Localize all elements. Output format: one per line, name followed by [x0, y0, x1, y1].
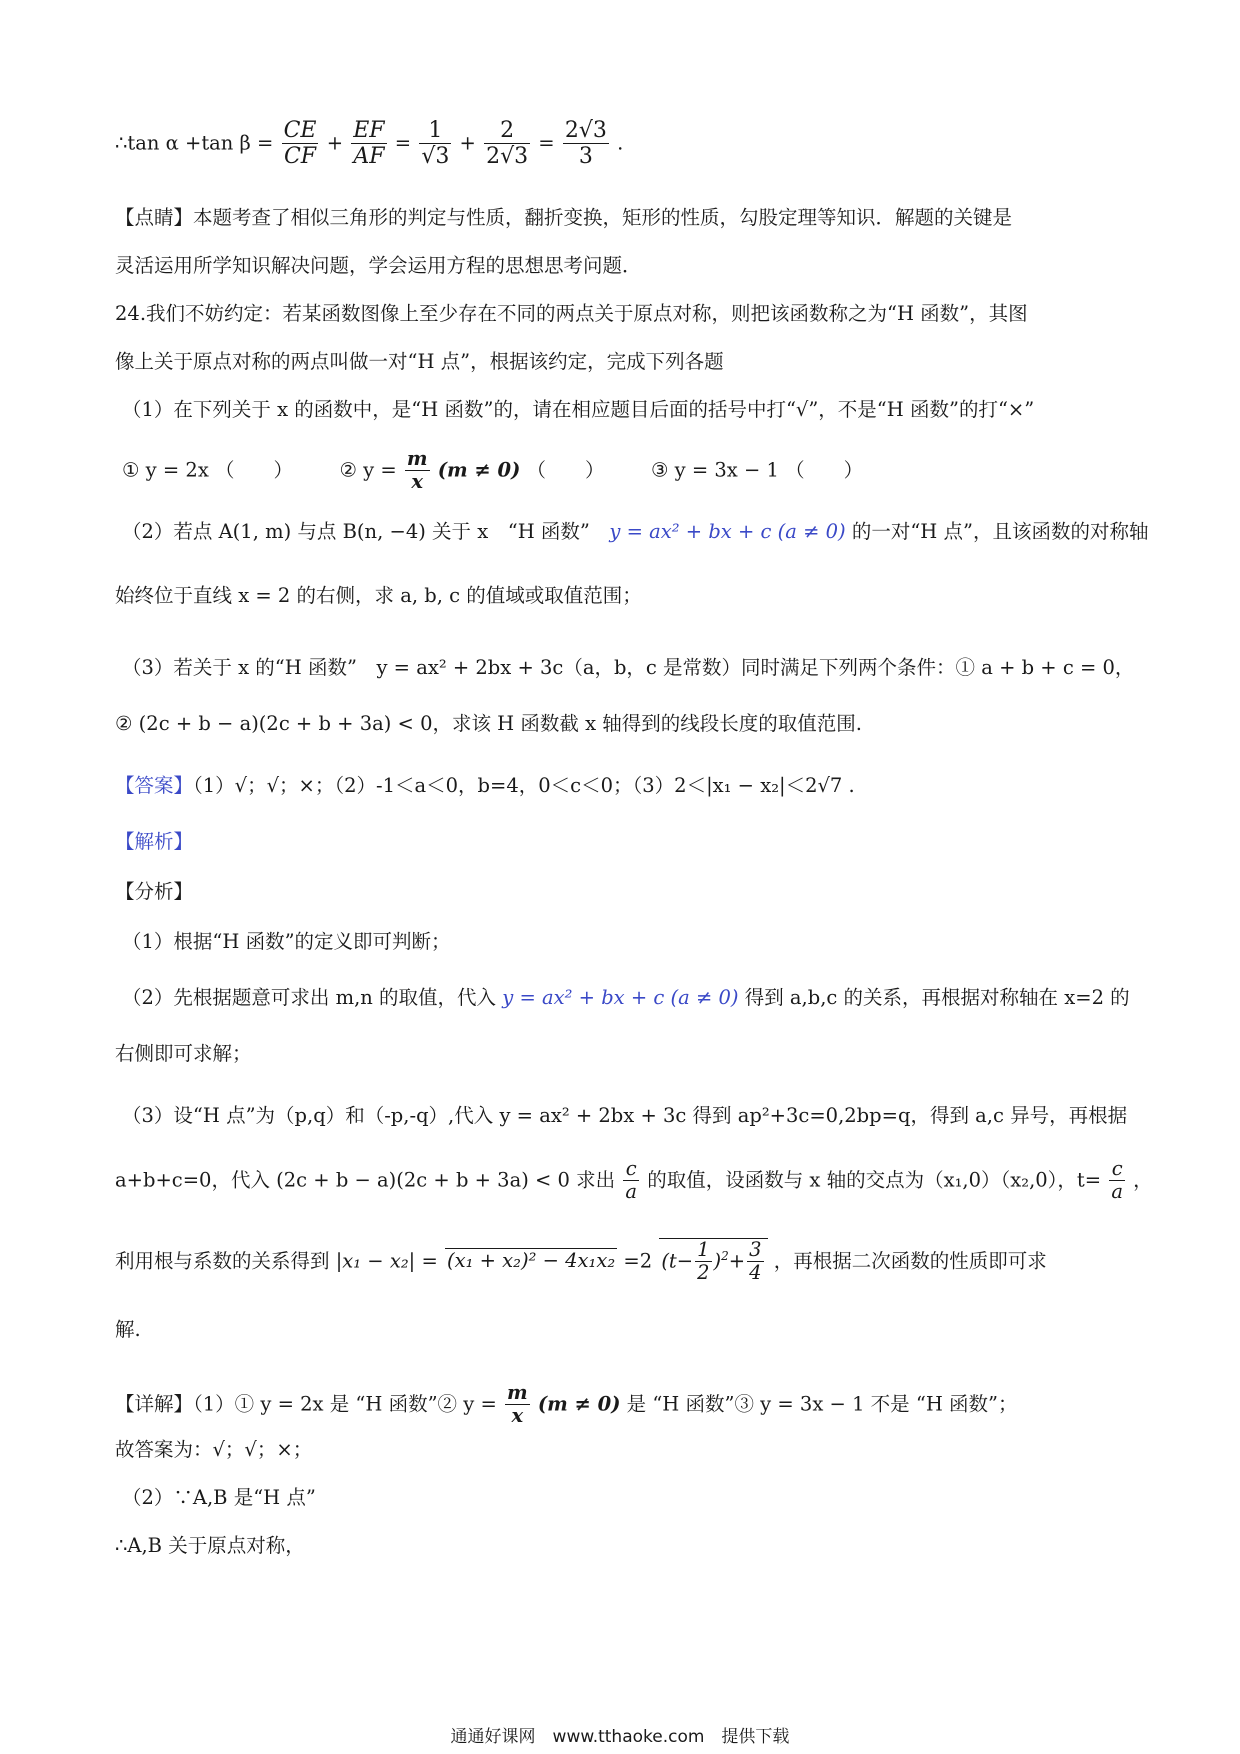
text: 【解析】 — [115, 830, 194, 853]
q24-options — [122, 448, 863, 494]
answer-line — [115, 774, 855, 797]
answer-label: 【答案】 — [115, 774, 194, 797]
dianjing-line-1 — [115, 206, 1012, 229]
text: （2）若点 A(1, m) 与点 B(n, −4) 关于 x “H 函数” — [122, 520, 610, 543]
q24-part3-1 — [122, 656, 1134, 679]
sqrt-expr-1: (x₁ + x₂)² − 4x₁x₂ — [446, 1249, 616, 1273]
sqrt-expr-2: (t− $\frac{1}{2}$ )$^2$+ $\frac{3}{4}$ — [659, 1238, 767, 1285]
formula-prefix: ∴tan α +tan β = — [115, 131, 274, 155]
text: ∴A,B 关于原点对称， — [115, 1534, 305, 1557]
text: 得到 a,b,c 的关系，再根据对称轴在 x=2 的 — [738, 986, 1130, 1009]
den: x — [411, 470, 424, 494]
eq: = — [421, 1249, 438, 1273]
text: （2）∵A,B 是“H 点” — [122, 1486, 316, 1509]
page-footer — [0, 1722, 1240, 1747]
num: 3 — [749, 1238, 762, 1261]
text: 的取值，设函数与 x 轴的交点为（x₁,0）（x₂,0），t= — [647, 1168, 1102, 1192]
frac-c-a — [623, 1158, 639, 1204]
q24-part3-2 — [115, 712, 862, 735]
num: 2 — [484, 118, 530, 144]
eq: =2 — [623, 1249, 653, 1273]
den: √3 — [421, 144, 450, 170]
dianjing-line-2 — [115, 254, 642, 277]
text: 【详解】（1）① y = 2x 是 “H 函数”② y = — [115, 1392, 497, 1416]
text: a+b+c=0，代入 (2c + b − a)(2c + b + 3a) < 0 求出 — [115, 1168, 616, 1192]
frac-result — [563, 118, 609, 170]
den: 4 — [749, 1261, 762, 1285]
text: 的一对“H 点”，且该函数的对称轴 — [845, 520, 1149, 543]
option-2-cond: (m ≠ 0) — [437, 458, 521, 482]
fenxi-2-2 — [115, 1042, 252, 1065]
fenxi-3-2 — [115, 1158, 1153, 1204]
q24-part1 — [122, 398, 1034, 421]
jiexi-label — [115, 830, 193, 853]
xiangjie-2 — [115, 1438, 312, 1461]
num: m — [507, 1381, 528, 1404]
formula-end: . — [617, 131, 624, 155]
tan-formula: ∴tan α +tan β = $\frac{CE}{CF}$ + $\frac{EF}{AF}$ = $\frac{1}{√3}$ + $\frac{2}{2√3}$ = $\frac{2√3}{3}$ . — [115, 118, 624, 170]
fenxi-1 — [122, 930, 451, 953]
blue-formula: y = ax² + bx + c (a ≠ 0) — [609, 520, 846, 543]
text: 利用根与系数的关系得到 — [115, 1249, 330, 1273]
frac-1-sqrt3 — [419, 118, 451, 170]
frac-1-2 — [695, 1239, 711, 1285]
blue-formula: y = ax² + bx + c (a ≠ 0) — [502, 986, 739, 1009]
xiangjie-4 — [115, 1534, 305, 1557]
option-3: ③ y = 3x − 1 （ ） — [650, 458, 864, 482]
q24-stem-2 — [115, 350, 724, 373]
footer-text: 通通好课网 www.tthaoke.com 提供下载 — [450, 1727, 790, 1747]
den: 3 — [578, 144, 593, 170]
num: EF — [353, 118, 385, 143]
num: CE — [283, 118, 317, 143]
den: AF — [353, 144, 385, 170]
den: a — [625, 1180, 637, 1204]
text: 右侧即可求解； — [115, 1042, 252, 1065]
fenxi-label — [115, 880, 193, 903]
frac-ce-cf — [282, 118, 319, 170]
text: ② (2c + b − a)(2c + b + 3a) < 0，求该 H 函数截 x 轴得到的线段长度的取值范围. — [115, 712, 862, 735]
den: CF — [283, 144, 317, 170]
text: 像上关于原点对称的两点叫做一对“H 点”，根据该约定，完成下列各题 — [115, 350, 724, 373]
num: m — [406, 447, 428, 470]
den: 2√3 — [486, 144, 529, 170]
q24-part2-2 — [115, 584, 642, 607]
text: ， — [1133, 1168, 1153, 1192]
xiangjie-3 — [122, 1486, 316, 1509]
frac-m-x-2 — [505, 1382, 530, 1428]
text: ，再根据二次函数的性质即可求 — [773, 1249, 1047, 1273]
fenxi-3-1 — [122, 1104, 1127, 1127]
text: 灵活运用所学知识解决问题，学会运用方程的思想思考问题． — [115, 254, 642, 277]
text: 解. — [115, 1318, 141, 1341]
option-2-prefix: ② y = — [339, 458, 397, 482]
q24-part2-1 — [122, 520, 1148, 543]
den: a — [1111, 1180, 1123, 1204]
text: （2）先根据题意可求出 m,n 的取值，代入 — [122, 986, 503, 1009]
frac-c-a-2 — [1109, 1158, 1125, 1204]
num: c — [1109, 1158, 1125, 1181]
text: 【分析】 — [115, 880, 194, 903]
den: 2 — [697, 1261, 710, 1285]
text: （3）设“H 点”为（p,q）和（-p,-q）,代入 y = ax² + 2bx + 3c 得到 ap²+3c=0,2bp=q，得到 a,c 异号，再根据 — [122, 1104, 1128, 1127]
text: 始终位于直线 x = 2 的右侧，求 a, b, c 的值域或取值范围； — [115, 584, 642, 607]
num: c — [623, 1158, 639, 1181]
frac-ef-af — [351, 118, 386, 170]
text: 是 “H 函数”③ y = 3x − 1 不是 “H 函数”； — [626, 1392, 1018, 1416]
option-2-paren: （ ） — [526, 458, 605, 482]
text: 24.我们不妨约定：若某函数图像上至少存在不同的两点关于原点对称，则把该函数称之为“H 函数”，其图 — [115, 302, 1028, 325]
q24-stem-1 — [115, 302, 1028, 325]
option-1: ① y = 2x （ ） — [122, 458, 294, 482]
xiangjie-1 — [115, 1382, 1018, 1428]
text: 故答案为：√；√；×； — [115, 1438, 313, 1461]
abs-expr: |x₁ − x₂| — [335, 1249, 416, 1273]
answer-text: （1）√；√；×；（2）-1＜a＜0，b=4，0＜c＜0；（3）2＜|x₁ − x₂|＜2√7 . — [193, 774, 855, 797]
text: 【点睛】本题考查了相似三角形的判定与性质，翻折变换，矩形的性质，勾股定理等知识．解题的关键是 — [115, 206, 1013, 229]
fenxi-3-3 — [115, 1238, 1047, 1285]
fenxi-2-1 — [122, 986, 1130, 1009]
den: x — [511, 1404, 524, 1428]
frac-2-2sqrt3 — [484, 118, 530, 170]
fenxi-3-4 — [115, 1318, 141, 1341]
text: （1）在下列关于 x 的函数中，是“H 函数”的，请在相应题目后面的括号中打“√”，不是“H 函数”的打“×” — [122, 398, 1035, 421]
num: 1 — [419, 118, 451, 144]
num: 2√3 — [564, 118, 607, 143]
text: （1）根据“H 函数”的定义即可判断； — [122, 930, 451, 953]
frac-3-4 — [747, 1239, 763, 1285]
text: （3）若关于 x 的“H 函数” y = ax² + 2bx + 3c（a，b，c 是常数）同时满足下列两个条件：① a + b + c = 0， — [122, 656, 1135, 679]
frac-m-x — [405, 448, 430, 494]
cond: (m ≠ 0) — [537, 1392, 621, 1416]
num: 1 — [697, 1238, 710, 1261]
